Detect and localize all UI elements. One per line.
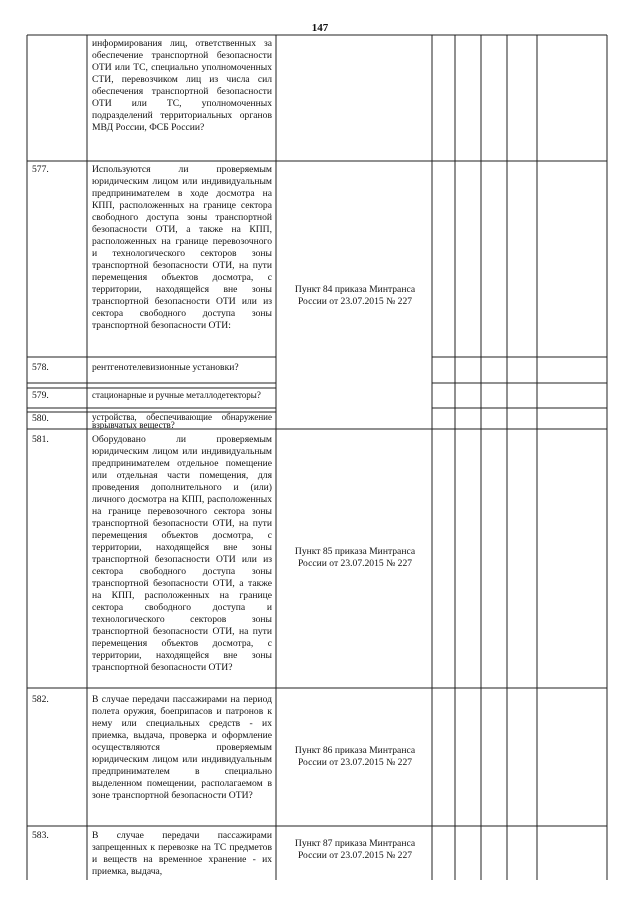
reference-cell: Пункт 87 приказа Минтранса России от 23.07.2015 № 227 (294, 838, 416, 861)
requirement-text: Используются ли проверяемым юридическим лицом или индивидуальным предпринимателем в ходе досмотра на КПП, расположенных на границе сектора свободного доступа зоны транспортной безопасности ОТИ, а также на КПП, расположенных на границе перевозочного и технологического секторов зоны транспортной безопасности ОТИ, на пути перемещения объектов досмотра, с территории, находящейся вне зоны транспортной безопасности ОТИ или из сектора свободного доступа зоны транспортной безопасности ОТИ: (92, 164, 272, 331)
row-number: 577. (32, 164, 49, 175)
reference-cell: Пункт 86 приказа Минтранса России от 23.07.2015 № 227 (294, 745, 416, 768)
row-number: 579. (32, 390, 49, 401)
row-number: 583. (32, 830, 49, 841)
page-number: 147 (311, 22, 329, 34)
requirement-text: устройства, обеспечивающие обнаружение взрывчатых веществ? (92, 413, 272, 429)
requirement-text: В случае передачи пассажирами запрещенных к перевозке на ТС предметов и веществ на временное хранение - их приемка, выдача, (92, 830, 272, 877)
row-number: 582. (32, 694, 49, 705)
row-number: 580. (32, 413, 49, 424)
requirement-text: информирования лиц, ответственных за обеспечение транспортной безопасности ОТИ или ТС, специально уполномоченных СТИ, перевозчиком лиц из числа сил обеспечения транспортной безопасности ОТИ или ТС, уполномоченных подразделений территориальных органов МВД России, ФСБ России? (92, 38, 272, 133)
reference-cell: Пункт 84 приказа Минтранса России от 23.07.2015 № 227 (294, 284, 416, 307)
row-number: 581. (32, 434, 49, 445)
requirement-text: стационарные и ручные металлодетекторы? (92, 390, 261, 400)
requirement-text: рентгенотелевизионные установки? (92, 362, 239, 373)
row-number: 578. (32, 362, 49, 373)
requirement-text: Оборудовано ли проверяемым юридическим лицом или индивидуальным предпринимателем отдельное помещение или отдельная части помещения, для проведения дополнительного и (или) личного досмотра на КПП, расположенных на границе перевозочного сектора зоны транспортной безопасности ОТИ, на пути перемещения объектов досмотра, с территории, находящейся вне зоны транспортной безопасности ОТИ или из сектора свободного доступа зоны транспортной безопасности ОТИ, а также на КПП, расположенных на границе сектора свободного доступа и технологического секторов зоны транспортной безопасности ОТИ, на пути перемещения объектов досмотра, с территории, находящейся вне зоны транспортной безопасности ОТИ? (92, 434, 272, 673)
reference-cell: Пункт 85 приказа Минтранса России от 23.07.2015 № 227 (294, 546, 416, 569)
requirement-text: В случае передачи пассажирами на период полета оружия, боеприпасов и патронов к нему или специальных средств - их приемка, выдача, проверка и оформление осуществляются проверяемым юридическим лицом или индивидуальным предпринимателем в специально выделенном помещении, располагаемом в зоне транспортной безопасности ОТИ? (92, 694, 272, 801)
